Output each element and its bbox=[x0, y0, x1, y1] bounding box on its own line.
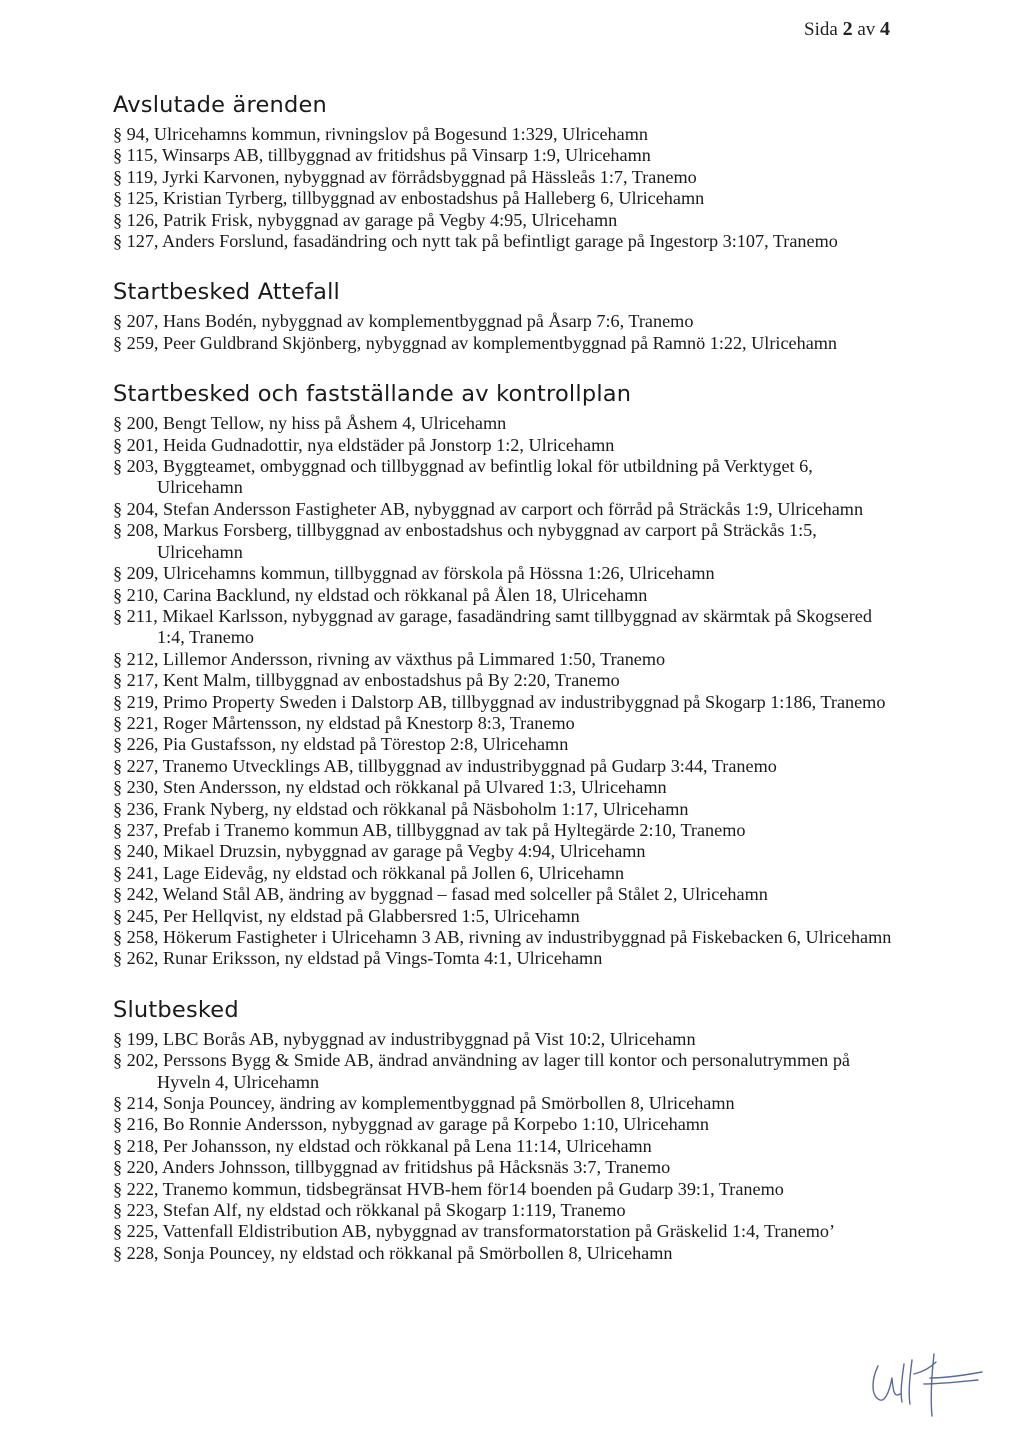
list-item: § 199, LBC Borås AB, nybyggnad av industribyggnad på Vist 10:2, Ulricehamn bbox=[113, 1028, 696, 1049]
section-heading: Slutbesked bbox=[113, 996, 239, 1023]
list-item: § 258, Hökerum Fastigheter i Ulricehamn 3 AB, rivning av industribyggnad på Fiskebacken 6, Ulricehamn bbox=[113, 927, 892, 947]
list-item: § 210, Carina Backlund, ny eldstad och rökkanal på Ålen 18, Ulricehamn bbox=[113, 584, 648, 605]
list-item: § 201, Heida Gudnadottir, nya eldstäder på Jonstorp 1:2, Ulricehamn bbox=[113, 434, 615, 455]
page-number-current: 2 bbox=[842, 18, 853, 40]
list-item: § 200, Bengt Tellow, ny hiss på Åshem 4, Ulricehamn bbox=[113, 413, 507, 434]
entry-list bbox=[113, 124, 903, 252]
list-item: § 126, Patrik Frisk, nybyggnad av garage på Vegby 4:95, Ulricehamn bbox=[113, 209, 618, 230]
section bbox=[113, 375, 903, 970]
list-item: § 225, Vattenfall Eldistribution AB, nybyggnad av transformatorstation på Gräskelid 1:4, Tranemo’ bbox=[113, 1221, 836, 1242]
page-number bbox=[804, 18, 890, 41]
document-body bbox=[113, 86, 903, 1285]
page-number-total: 4 bbox=[880, 18, 890, 40]
list-item: § 125, Kristian Tyrberg, tillbyggnad av enbostadshus på Halleberg 6, Ulricehamn bbox=[113, 188, 705, 209]
entry-list bbox=[113, 1029, 903, 1264]
list-item: § 216, Bo Ronnie Andersson, nybyggnad av garage på Korpebo 1:10, Ulricehamn bbox=[113, 1114, 710, 1135]
list-item: § 219, Primo Property Sweden i Dalstorp AB, tillbyggnad av industribyggnad på Skogarp 1:186, Tranemo bbox=[113, 691, 886, 712]
page-number-middle: av bbox=[857, 19, 876, 40]
list-item: § 203, Byggteamet, ombyggnad och tillbyggnad av befintlig lokal för utbildning på Verktyget 6, Ulricehamn bbox=[113, 456, 813, 498]
list-item: § 245, Per Hellqvist, ny eldstad på Glabbersred 1:5, Ulricehamn bbox=[113, 905, 580, 926]
list-item: § 237, Prefab i Tranemo kommun AB, tillbyggnad av tak på Hyltegärde 2:10, Tranemo bbox=[113, 819, 746, 840]
list-item: § 236, Frank Nyberg, ny eldstad och rökkanal på Näsboholm 1:17, Ulricehamn bbox=[113, 798, 689, 819]
list-item: § 115, Winsarps AB, tillbyggnad av fritidshus på Vinsarp 1:9, Ulricehamn bbox=[113, 145, 651, 166]
list-item: § 217, Kent Malm, tillbyggnad av enbostadshus på By 2:20, Tranemo bbox=[113, 670, 620, 691]
list-item: § 221, Roger Mårtensson, ny eldstad på Knestorp 8:3, Tranemo bbox=[113, 712, 575, 733]
list-item: § 202, Perssons Bygg & Smide AB, ändrad användning av lager till kontor och personalutrymmen på Hyveln 4, Ulricehamn bbox=[113, 1050, 850, 1092]
list-item: § 208, Markus Forsberg, tillbyggnad av enbostadshus och nybyggnad av carport på Sträckås 1:5, Ulricehamn bbox=[113, 520, 817, 562]
list-item: § 212, Lillemor Andersson, rivning av växthus på Limmared 1:50, Tranemo bbox=[113, 648, 666, 669]
list-item: § 204, Stefan Andersson Fastigheter AB, nybyggnad av carport och förråd på Sträckås 1:9, Ulricehamn bbox=[113, 498, 864, 519]
entry-list bbox=[113, 413, 903, 970]
section-heading: Avslutade ärenden bbox=[113, 92, 327, 118]
list-item: § 214, Sonja Pouncey, ändring av komplementbyggnad på Smörbollen 8, Ulricehamn bbox=[113, 1093, 735, 1114]
entry-list bbox=[113, 311, 903, 354]
list-item: § 259, Peer Guldbrand Skjönberg, nybyggnad av komplementbyggnad på Ramnö 1:22, Ulricehamn bbox=[113, 332, 838, 353]
list-item: § 226, Pia Gustafsson, ny eldstad på Törestop 2:8, Ulricehamn bbox=[113, 734, 569, 755]
list-item: § 209, Ulricehamns kommun, tillbyggnad av förskola på Hössna 1:26, Ulricehamn bbox=[113, 563, 715, 584]
list-item: § 241, Lage Eidevåg, ny eldstad och rökkanal på Jollen 6, Ulricehamn bbox=[113, 862, 625, 883]
list-item: § 228, Sonja Pouncey, ny eldstad och rökkanal på Smörbollen 8, Ulricehamn bbox=[113, 1242, 673, 1263]
list-item: § 220, Anders Johnsson, tillbyggnad av fritidshus på Håcksnäs 3:7, Tranemo bbox=[113, 1157, 671, 1178]
section bbox=[113, 991, 903, 1264]
list-item: § 222, Tranemo kommun, tidsbegränsat HVB-hem för14 boenden på Gudarp 39:1, Tranemo bbox=[113, 1178, 784, 1199]
list-item: § 230, Sten Andersson, ny eldstad och rökkanal på Ulvared 1:3, Ulricehamn bbox=[113, 777, 667, 798]
section-heading: Startbesked Attefall bbox=[113, 279, 341, 306]
list-item: § 240, Mikael Druzsin, nybyggnad av garage på Vegby 4:94, Ulricehamn bbox=[113, 841, 646, 862]
list-item: § 227, Tranemo Utvecklings AB, tillbyggnad av industribyggnad på Gudarp 3:44, Tranemo bbox=[113, 755, 777, 776]
section bbox=[113, 86, 903, 252]
page-number-prefix: Sida bbox=[804, 19, 838, 40]
list-item: § 127, Anders Forslund, fasadändring och nytt tak på befintligt garage på Ingestorp 3:107, Tranemo bbox=[113, 231, 838, 252]
list-item: § 119, Jyrki Karvonen, nybyggnad av förrådsbyggnad på Hässleås 1:7, Tranemo bbox=[113, 166, 697, 187]
list-item: § 94, Ulricehamns kommun, rivningslov på Bogesund 1:329, Ulricehamn bbox=[113, 124, 648, 144]
section bbox=[113, 273, 903, 354]
handwritten-signature bbox=[860, 1338, 990, 1418]
list-item: § 211, Mikael Karlsson, nybyggnad av garage, fasadändring samt tillbyggnad av skärmtak på Skogsered 1:4, Tranemo bbox=[113, 605, 872, 648]
list-item: § 223, Stefan Alf, ny eldstad och rökkanal på Skogarp 1:119, Tranemo bbox=[113, 1200, 626, 1221]
list-item: § 218, Per Johansson, ny eldstad och rökkanal på Lena 11:14, Ulricehamn bbox=[113, 1135, 652, 1156]
list-item: § 207, Hans Bodén, nybyggnad av komplementbyggnad på Åsarp 7:6, Tranemo bbox=[113, 311, 694, 332]
list-item: § 242, Weland Stål AB, ändring av byggnad – fasad med solceller på Stålet 2, Ulricehamn bbox=[113, 884, 768, 905]
section-heading: Startbesked och fastställande av kontrollplan bbox=[113, 381, 632, 408]
list-item: § 262, Runar Eriksson, ny eldstad på Vings-Tomta 4:1, Ulricehamn bbox=[113, 948, 603, 969]
